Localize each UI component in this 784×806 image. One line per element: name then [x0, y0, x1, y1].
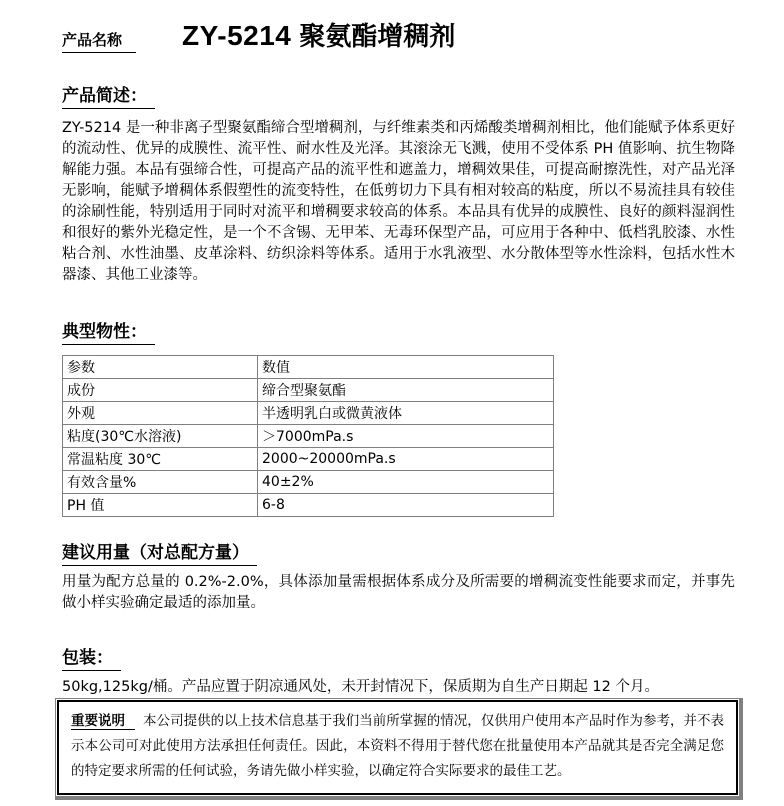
table-header-row [63, 356, 554, 379]
title-row [62, 16, 735, 53]
cell-parameter: PH 值 [63, 494, 258, 517]
column-header-parameter: 参数 [63, 356, 258, 379]
cell-value: ＞7000mPa.s [258, 425, 554, 448]
properties-table [62, 355, 554, 517]
cell-parameter: 成份 [63, 379, 258, 402]
important-notice-body: 本公司提供的以上技术信息基于我们当前所掌握的情况，仅供用户使用本产品时作为参考，并不表示本公司可对此使用方法承担任何责任。因此，本资料不得用于替代您在批量使用本产品就其是否完全满足您的特定要求所需的任何试验，务请先做小样实验，以确定符合实际要求的最佳工艺。 [71, 713, 725, 779]
column-header-value: 数值 [258, 356, 554, 379]
section-dosage [62, 538, 735, 614]
important-notice-frame [57, 700, 738, 795]
table-row [63, 494, 554, 517]
cell-value: 缔合型聚氨酯 [258, 379, 554, 402]
dosage-body: 用量为配方总量的 0.2%-2.0%，具体添加量需根据体系成分及所需要的增稠流变性能要求而定，并事先做小样实验确定最适的添加量。 [62, 574, 735, 611]
important-notice-box [55, 698, 743, 800]
cell-parameter: 外观 [63, 402, 258, 425]
table-row [63, 402, 554, 425]
cell-parameter: 有效含量% [63, 471, 258, 494]
description-body: ZY-5214 是一种非离子型聚氨酯缔合型增稠剂，与纤维素类和丙烯酸类增稠剂相比，他们能赋予体系更好的流动性、优异的成膜性、流平性、耐水性及光泽。其滚涂无飞溅，使用不受体系 PH 值影响、抗生物降解能力强。本品有强缔合性，可提高产品的流平性和遮盖力，增稠效果佳，可提高耐擦洗性，对产品光泽无影响，能赋予增稠体系假塑性的流变特性，在低剪切力下具有相对较高的粘度，所以不易流挂具有较佳的涂刷性能，特别适用于同时对流平和增稠要求较高的体系。本品具有优异的成膜性、良好的颜料湿润性和很好的紫外光稳定性，是一个不含锡、无甲苯、无毒环保型产品，可应用于各种中、低档乳胶漆、水性粘合剂、水性油墨、皮革涂料、纺织涂料等体系。适用于水乳液型、水分散体型等水性涂料，包括水性木器漆、其他工业漆等。 [62, 120, 735, 283]
product-title [182, 16, 455, 53]
cell-value: 2000~20000mPa.s [258, 448, 554, 471]
cell-value: 6-8 [258, 494, 554, 517]
properties-heading: 典型物性： [62, 317, 155, 345]
table-row [63, 471, 554, 494]
table-row [63, 425, 554, 448]
cell-value: 40±2% [258, 471, 554, 494]
product-code: ZY-5214 [182, 20, 292, 51]
cell-parameter: 粘度(30℃水溶液) [63, 425, 258, 448]
table-row [63, 379, 554, 402]
section-properties [62, 317, 735, 517]
product-name: 聚氨酯增稠剂 [299, 22, 456, 52]
important-notice-text [71, 709, 724, 784]
packaging-body: 50kg,125kg/桶。产品应置于阴凉通风处，未开封情况下，保质期为自生产日期起 12 个月。 [62, 679, 659, 695]
cell-parameter: 常温粘度 30℃ [63, 448, 258, 471]
section-description [62, 81, 735, 286]
description-heading: 产品简述： [62, 81, 155, 109]
product-name-label: 产品名称 [62, 29, 136, 53]
section-packaging [62, 643, 735, 698]
cell-value: 半透明乳白或微黄液体 [258, 402, 554, 425]
packaging-heading: 包装： [62, 643, 121, 671]
dosage-heading: 建议用量（对总配方量） [62, 538, 257, 566]
table-row [63, 448, 554, 471]
important-notice-label: 重要说明 [71, 713, 135, 730]
